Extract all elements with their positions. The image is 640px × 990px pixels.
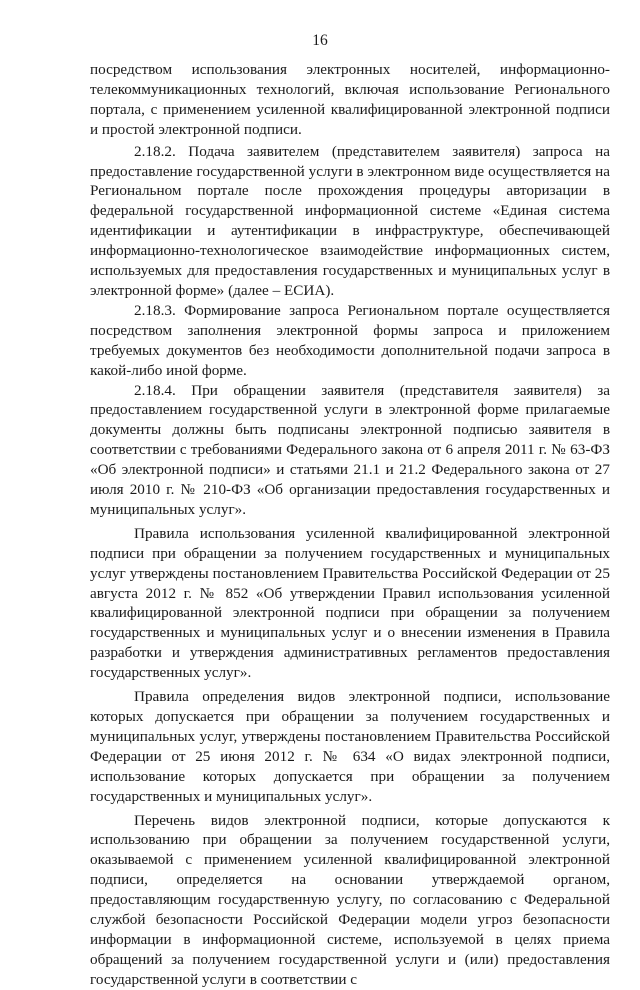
paragraph-intro: посредством использования электронных носителей, информационно-телекоммуникационных технологий, включая использование Регионального портала, с применением усиленной квалифицированной электронной подписи и простой электронной подписи. <box>90 61 610 138</box>
paragraph-rules-634: Правила определения видов электронной подписи, использование которых допускается при обращении за получением государственных и муниципальных услуг, утверждены постановлением Правительства Российской Федерации от 25 июня 2012 г. № 634 «О видах электронной подписи, использование которых допускается при обращении за получением государственных и муниципальных услуг». <box>90 688 610 805</box>
paragraph-signature-types: Перечень видов электронной подписи, которые допускаются к использованию при обращении за получением государственной услуги, оказываемой с применением усиленной квалифицированной электронной подписи, определяется на основании утверждаемой органом, предоставляющим государственную услугу, по согласованию с Федеральной службой безопасности Российской Федерации модели угроз безопасности информации в информационной системе, используемой в целях приема обращений за получением государственной услуги и (или) предоставления государственной услуги в соответствии с <box>90 811 610 988</box>
paragraph-2-18-4: 2.18.4. При обращении заявителя (представителя заявителя) за предоставлением государственной услуги в электронной форме прилагаемые документы должны быть подписаны электронной подписью заявителя в соответствии с требованиями Федерального закона от 6 апреля 2011 г. № 63-ФЗ «Об электронной подписи» и статьями 21.1 и 21.2 Федерального закона от 27 июля 2010 г. № 210-ФЗ «Об организации предоставления государственных и муниципальных услуг». <box>90 381 610 518</box>
paragraph-2-18-2: 2.18.2. Подача заявителем (представителем заявителя) запроса на предоставление государственной услуги в электронном виде осуществляется на Региональном портале после прохождения процедуры авторизации в федеральной государственной информационной системе «Единая система идентификации и аутентификации в инфраструктуре, обеспечивающей информационно-технологическое взаимодействие информационных систем, используемых для предоставления государственных и муниципальных услуг в электронной форме» (далее – ЕСИА). <box>90 142 610 299</box>
paragraph-rules-852: Правила использования усиленной квалифицированной электронной подписи при обращении за получением государственных и муниципальных услуг утверждены постановлением Правительства Российской Федерации от 25 августа 2012 г. № 852 «Об утверждении Правил использования усиленной квалифицированной электронной подписи при обращении за получением государственных и муниципальных услуг и о внесении изменения в Правила разработки и утверждения административных регламентов предоставления государственных услуг». <box>90 524 610 682</box>
page-number: 16 <box>312 32 328 49</box>
document-body <box>90 60 610 990</box>
paragraph-2-18-3: 2.18.3. Формирование запроса Региональном портале осуществляется посредством заполнения электронной формы запроса и приложением требуемых документов без необходимости дополнительной подачи запроса в какой-либо иной форме. <box>90 301 610 379</box>
